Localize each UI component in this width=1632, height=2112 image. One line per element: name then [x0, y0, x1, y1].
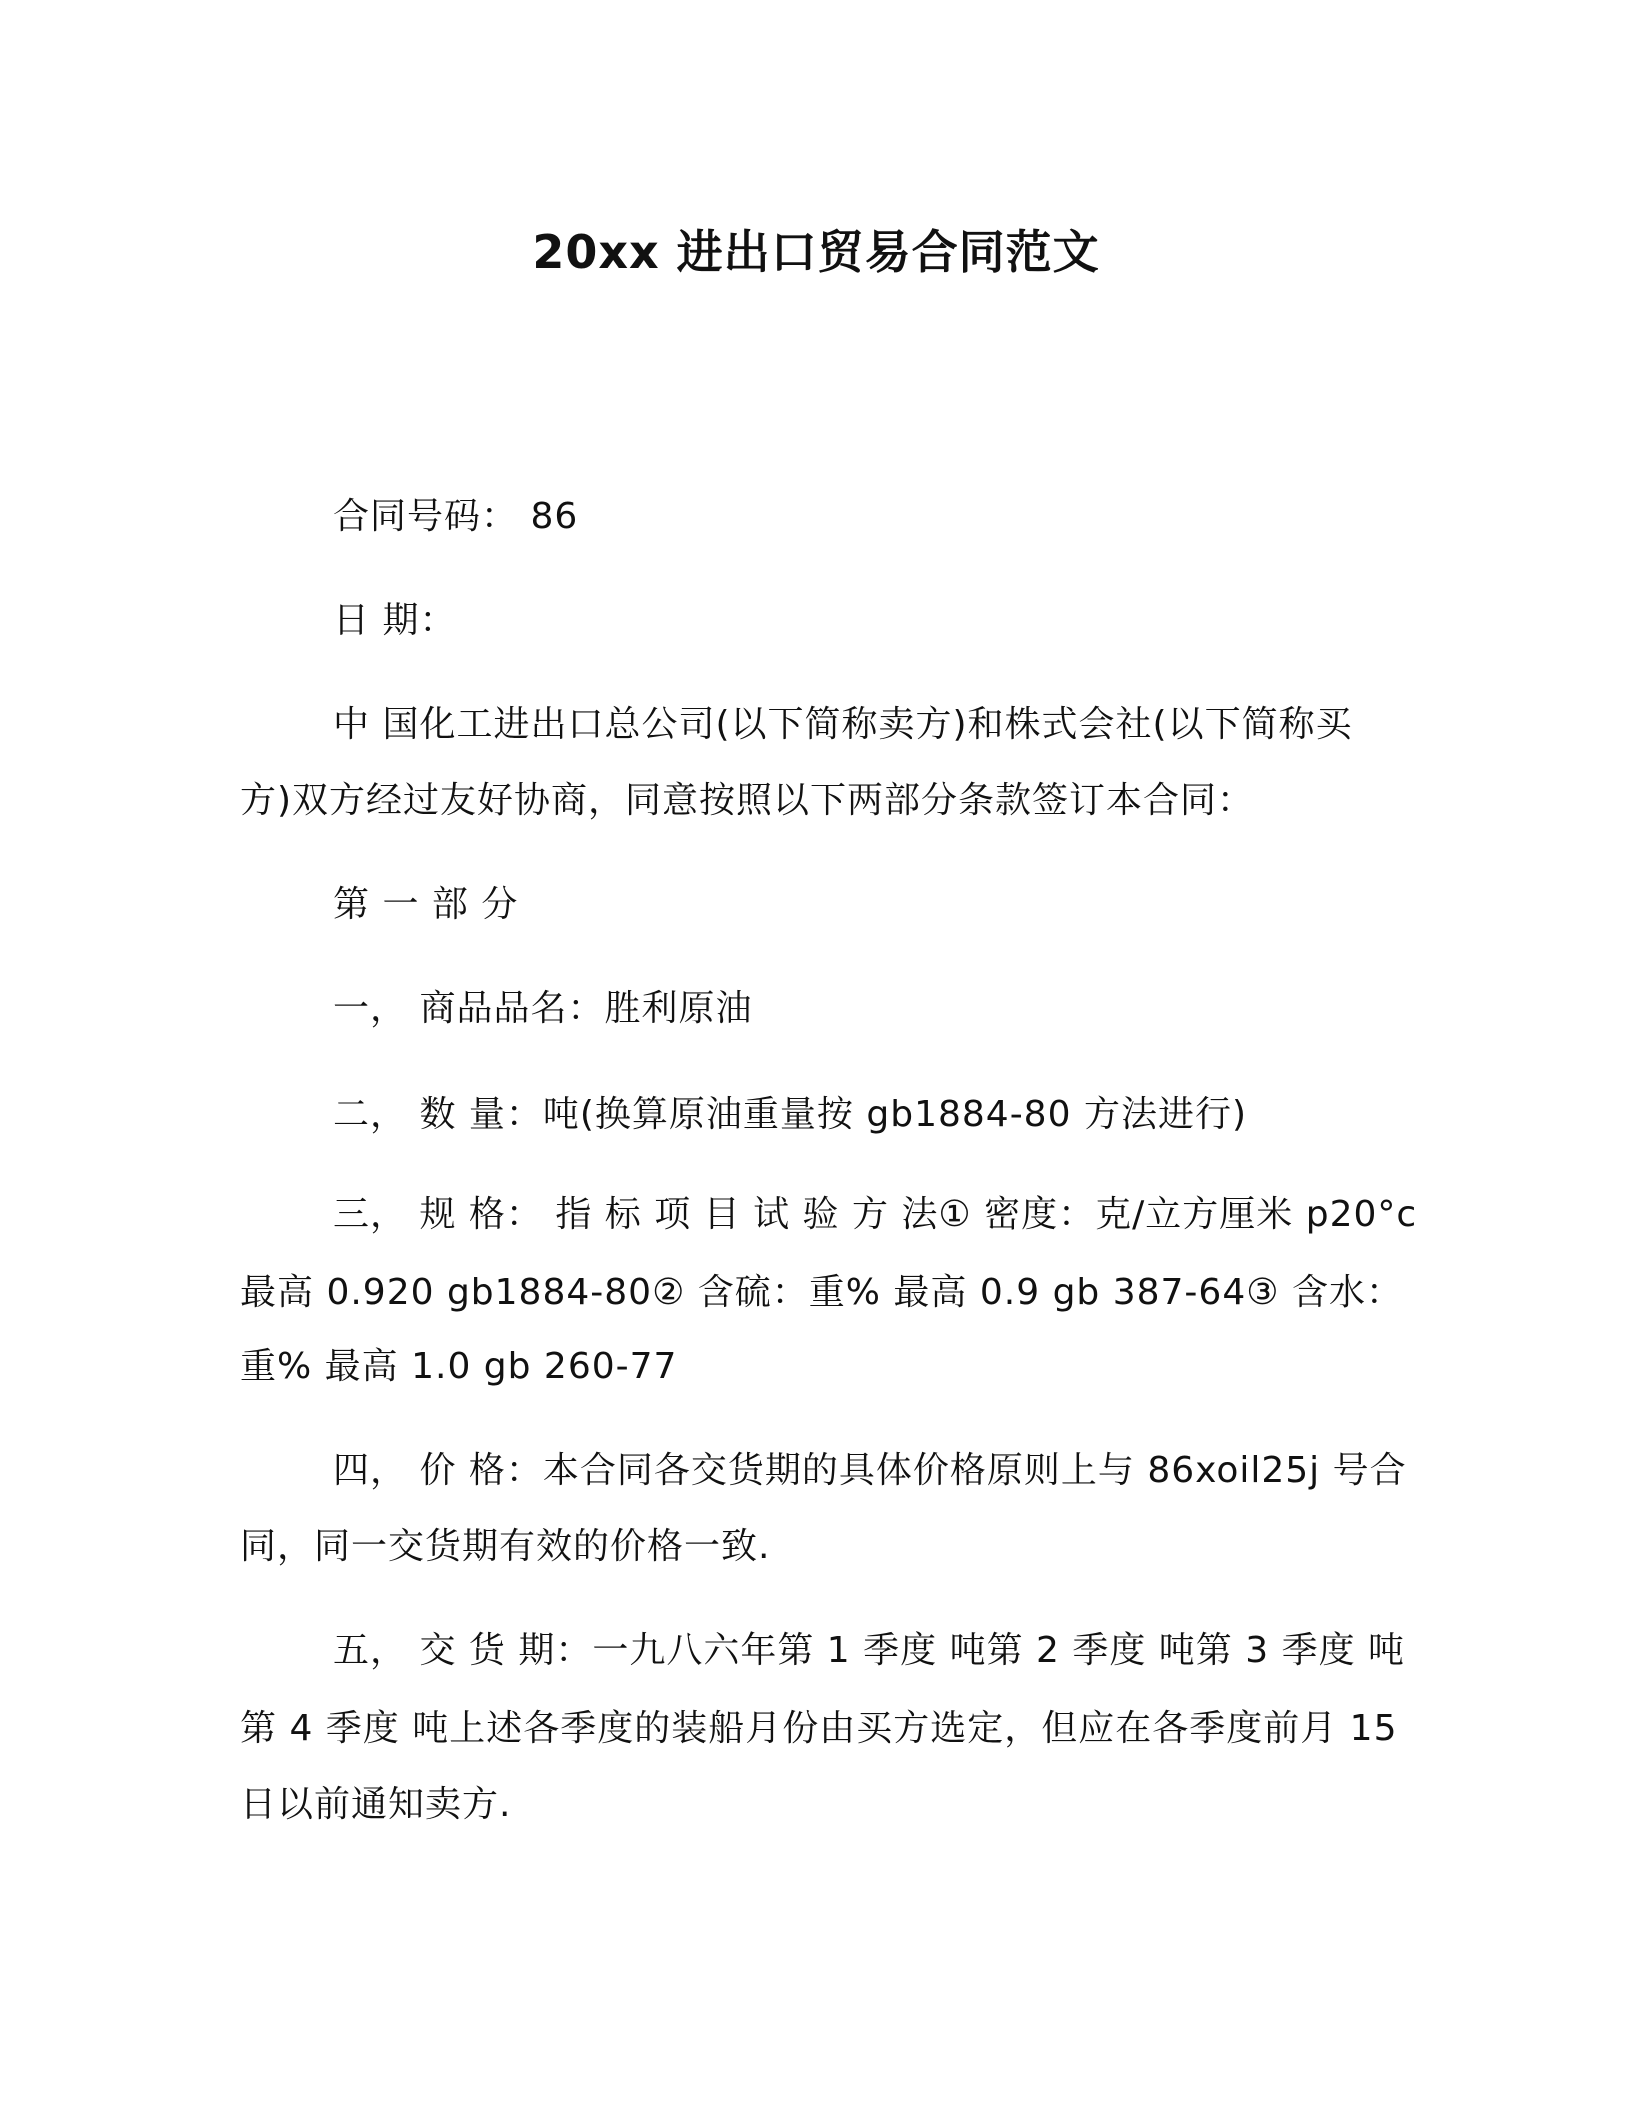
- item-delivery-line-3: 日以前通知卖方.: [240, 1784, 512, 1825]
- item-delivery-line-1: 五， 交 货 期：一九八六年第 1 季度 吨第 2 季度 吨第 3 季度 吨: [333, 1630, 1406, 1671]
- item-quantity: 二， 数 量：吨(换算原油重量按 gb1884-80 方法进行): [333, 1094, 1247, 1135]
- item-spec-line-2: 最高 0.920 gb1884-80② 含硫：重% 最高 0.9 gb 387-64③ 含水：: [240, 1272, 1403, 1313]
- item-price-line-1: 四， 价 格：本合同各交货期的具体价格原则上与 86xoil25j 号合: [333, 1450, 1407, 1491]
- item-product-name: 一， 商品品名：胜利原油: [333, 988, 753, 1029]
- intro-line-2: 方)双方经过友好协商，同意按照以下两部分条款签订本合同：: [240, 780, 1255, 821]
- item-delivery-line-2: 第 4 季度 吨上述各季度的装船月份由买方选定，但应在各季度前月 15: [240, 1708, 1398, 1749]
- item-spec-line-1: 三， 规 格： 指 标 项 目 试 验 方 法① 密度：克/立方厘米 p20°c: [333, 1194, 1418, 1235]
- part-one-heading: 第 一 部 分: [333, 884, 519, 925]
- document-title: 20xx 进出口贸易合同范文: [532, 225, 1100, 279]
- intro-line-1: 中 国化工进出口总公司(以下简称卖方)和株式会社(以下简称买: [333, 704, 1353, 745]
- item-spec-line-3: 重% 最高 1.0 gb 260-77: [240, 1346, 678, 1387]
- contract-number: 合同号码： 86: [333, 496, 579, 537]
- date-line: 日 期：: [333, 600, 457, 641]
- item-price-line-2: 同，同一交货期有效的价格一致.: [240, 1526, 771, 1567]
